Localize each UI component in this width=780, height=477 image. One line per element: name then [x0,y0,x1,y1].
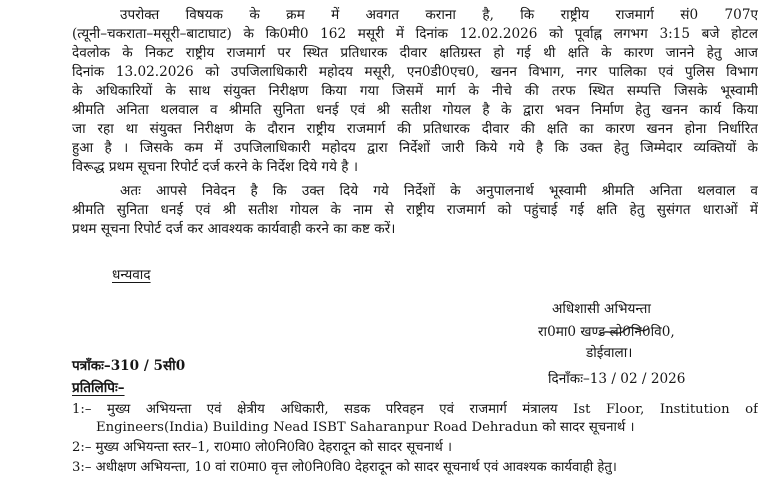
signature-designation: अधिशासी अभियन्ता [552,301,651,317]
body-line-9: विरूद्ध प्रथम सूचना रिपोर्ट दर्ज करने के निर्देश दिये गये है । [72,159,358,175]
signature-scribble [598,326,650,338]
body-line-8: हुआ है । जिसके कम में उपजिलाधिकारी महोदय द्वारा निर्देशों जारी किये गये है कि उक्त हेतु जिम्मेदार व्यक्तियों के [72,140,758,156]
body-line-4: दिनांक 13.02.2026 को उपजिलाधिकारी महोदय मसूरी, एन0डी0एच0, खनन विभाग, नगर पालिका एवं पुलिस विभाग [72,64,758,80]
letter-number: पत्राँकः–310 / 5सी0 [72,358,186,374]
copy-item-1: 1:– मुख्य अभियन्ता एवं क्षेत्रीय अधिकारी, सडक परिवहन एवं राजमार्ग मंत्रालय Ist Floor, Institution of [72,402,758,417]
body-line-5: के अधिकारियों के साथ संयुक्त निरीक्षण किया गया जिसमें मार्ग के नीचे की तरफ स्थित सम्पत्ति जिसके भूस्वामी [72,83,758,99]
copy-to-heading: प्रतिलिपिः– [72,380,125,396]
body-line-6: श्रीमति अनिता थलवाल व श्रीमति सुनिता धनई एवं श्री सतीश गोयल है के द्वारा भवन निर्माण हेतु खनन कार्य किया [72,102,758,118]
signature-division: रा0मा0 खण्ड लो0नि0वि0, [538,324,675,340]
letter-date: दिनाँकः–13 / 02 / 2026 [548,371,686,387]
body-line-7: जा रहा था संयुक्त निरीक्षण के दौरान राष्ट्रीय राजमार्ग की प्रतिधारक दीवार की क्षति का कारण खनन होना निर्धारित [72,121,758,137]
request-line-2: श्रीमति सुनिता धनई एवं श्री सतीश गोयल के नाम से राष्ट्रीय राजमार्ग को पहुंचाई गई क्षति हेतु सुसंगत धाराओं में [72,202,758,218]
body-line-2: (त्यूनी–चकराता–मसूरी–बाटाघाट) के कि0मी0 162 मसूरी में दिनांक 12.02.2026 को पूर्वाह्न लगभग 3:15 बजे होटल [72,26,758,42]
copy-item-1-cont: Engineers(India) Building Nead ISBT Saharanpur Road Dehradun को सादर सूचनार्थ । [96,420,635,435]
body-line-1: उपरोक्त विषयक के क्रम में अवगत कराना है, कि राष्ट्रीय राजमार्ग सं0 707ए [120,7,758,23]
request-line-3: प्रथम सूचना रिपोर्ट दर्ज कर आवश्यक कार्यवाही करने का कष्ट करें। [72,221,396,237]
signature-location: डोईवाला। [586,345,633,361]
copy-item-2: 2:– मुख्य अभियन्ता स्तर–1, रा0मा0 लो0नि0वि0 देहरादून को सादर सूचनार्थ । [72,440,452,455]
copy-item-3: 3:– अधीक्षण अभियन्ता, 10 वां रा0मा0 वृत्त लो0नि0वि0 देहरादून को सादर सूचनार्थ एवं आवश्यक कार्यवाही हेतु। [72,460,617,475]
body-line-3: देवलोक के निकट राष्ट्रीय राजमार्ग पर स्थित प्रतिधारक दीवार क्षतिग्रस्त हो गई थी क्षति के कारण जानने हेतु आज [72,45,758,61]
request-line-1: अतः आपसे निवेदन है कि उक्त दिये गये निर्देशों के अनुपालनार्थ भूस्वामी श्रीमति अनिता थलवाल व [120,183,758,199]
closing-thanks: धन्यवाद [112,267,151,283]
